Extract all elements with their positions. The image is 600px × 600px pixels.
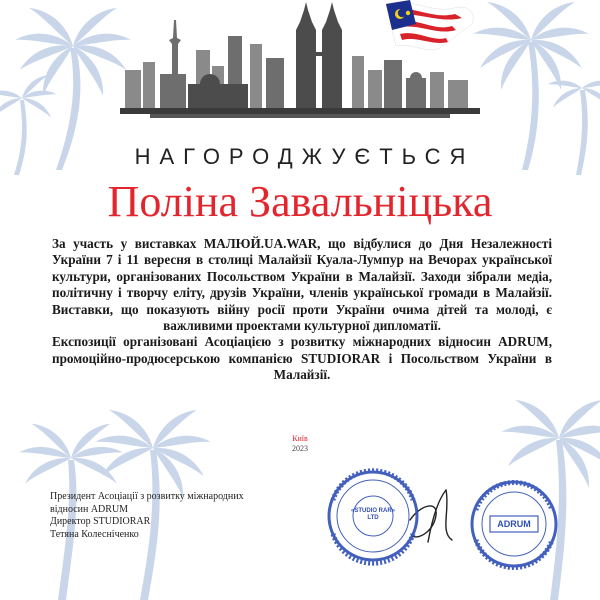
malaysia-flag-icon	[386, 0, 473, 50]
award-description	[52, 236, 552, 384]
signers-block	[50, 491, 310, 541]
description-paragraph: За участь у виставках МАЛЮЙ.UA.WAR, що відбулися до Дня Незалежності України 7 і 11 вересня в столиці Малайзії Куала-Лумпур на Вечорах української культури, організованих Посольством України в Малайзії. Заходи зібрали медіа, політичну і творчу еліту, друзів України, членів української громади в Малайзії. Виставки, що показують війну росії проти України очима дітей та молоді, є важливими проектами культурної дипломатії.	[52, 236, 552, 334]
signer-line: Директор STUDIORAR	[50, 516, 151, 528]
recipient-name: Поліна Завальніцька	[107, 177, 493, 226]
description-paragraph: Експозиції організовані Асоціацією з розвитку міжнародних відносин ADRUM, промоційно-продюсерською компанією STUDIORAR і Посольством України в Малайзії.	[52, 334, 552, 383]
signer-line: Президент Асоціації з розвитку міжнародних	[50, 491, 244, 502]
studio-rar-stamp-label: «STUDIO RAR» LTD	[350, 508, 395, 521]
signer-line: Тетяна Колесніченко	[50, 528, 139, 540]
issue-city: Київ	[292, 434, 308, 443]
signer-line: відносин ADRUM	[50, 503, 129, 515]
adrum-stamp-label: ADRUM	[497, 519, 531, 529]
issue-year: 2023	[292, 444, 308, 453]
palm-tree-icon	[501, 392, 600, 600]
award-heading: НАГОРОДЖУЄТЬСЯ	[134, 144, 475, 169]
